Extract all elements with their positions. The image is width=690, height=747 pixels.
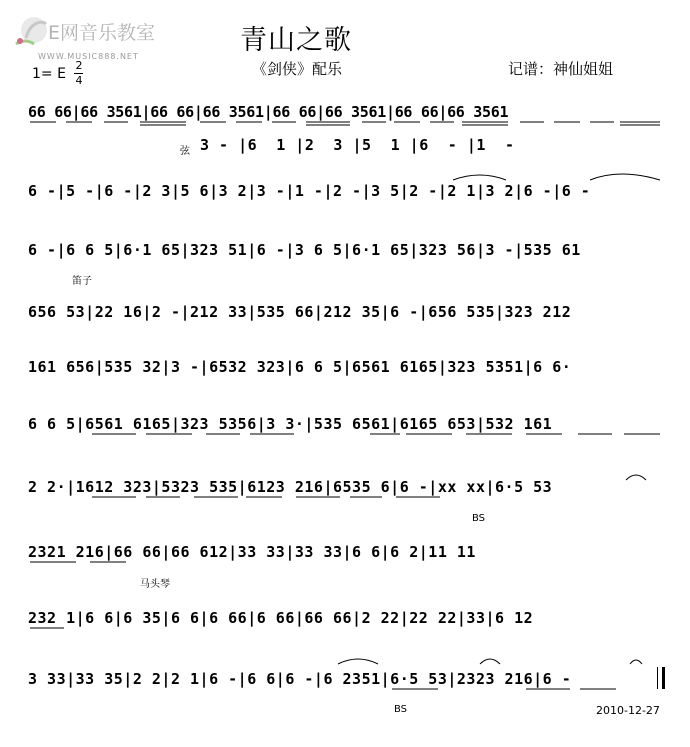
watermark — [8, 12, 178, 64]
score-line-6: 6 6 5|6561 6165|323 5356|3 3·|535 6561|6165 653|532 161 — [28, 415, 553, 433]
annotation-bs-2: BS — [394, 704, 408, 715]
watermark-url: WWW.MUSIC888.NET — [38, 52, 139, 61]
score-line-7: 2 2·|1612 323|5323 535|6123 216|6535 6|6 -|xx xx|6·5 53 — [28, 478, 553, 496]
final-barline — [657, 667, 665, 689]
score-line-3: 6 -|6 6 5|6·1 65|323 51|6 -|3 6 5|6·1 65|323 56|3 -|535 61 — [28, 241, 581, 259]
annotation-bs-1: BS — [472, 513, 486, 524]
annotation-dizi: 笛子 — [72, 276, 92, 287]
key-text: 1= E — [32, 66, 66, 82]
score-line-8: 2321 216|66 66|66 612|33 33|33 33|6 6|6 2|11 11 — [28, 543, 476, 561]
annotation-xian: 弦 — [180, 146, 190, 157]
time-sig-numerator: 2 — [75, 59, 83, 72]
score-line-1: 66 66|66 3561|66 66|66 3561|66 66|66 3561|66 66|66 3561 — [28, 103, 509, 121]
music-logo-icon — [12, 14, 52, 48]
annotation-matouqin: 马头琴 — [140, 579, 170, 590]
score-line-1b: 3 - |6 1 |2 3 |5 1 |6 - |1 - — [200, 136, 515, 154]
score-line-10: 3 33|33 35|2 2|2 1|6 -|6 6|6 -|6 2351|6·5 53|2323 216|6 - — [28, 670, 572, 688]
key-signature — [32, 59, 92, 92]
score-line-5: 161 656|535 32|3 -|6532 323|6 6 5|6561 6165|323 5351|6 6· — [28, 358, 572, 376]
song-title: 青山之歌 — [240, 25, 352, 56]
date-label: 2010-12-27 — [596, 704, 660, 717]
score-line-4: 656 53|22 16|2 -|212 33|535 66|212 35|6 -|656 535|323 212 — [28, 303, 572, 321]
score-line-2: 6 -|5 -|6 -|2 3|5 6|3 2|3 -|1 -|2 -|3 5|2 -|2 1|3 2|6 -|6 - — [28, 182, 591, 200]
time-sig-denominator: 4 — [75, 74, 83, 87]
notation-credit: 记谱：神仙姐姐 — [508, 60, 614, 78]
score-line-9: 232 1|6 6|6 35|6 6|6 66|6 66|66 66|2 22|22 22|33|6 12 — [28, 609, 534, 627]
watermark-name: E网音乐教室 — [48, 22, 156, 44]
song-subtitle: 《剑侠》配乐 — [252, 60, 343, 78]
